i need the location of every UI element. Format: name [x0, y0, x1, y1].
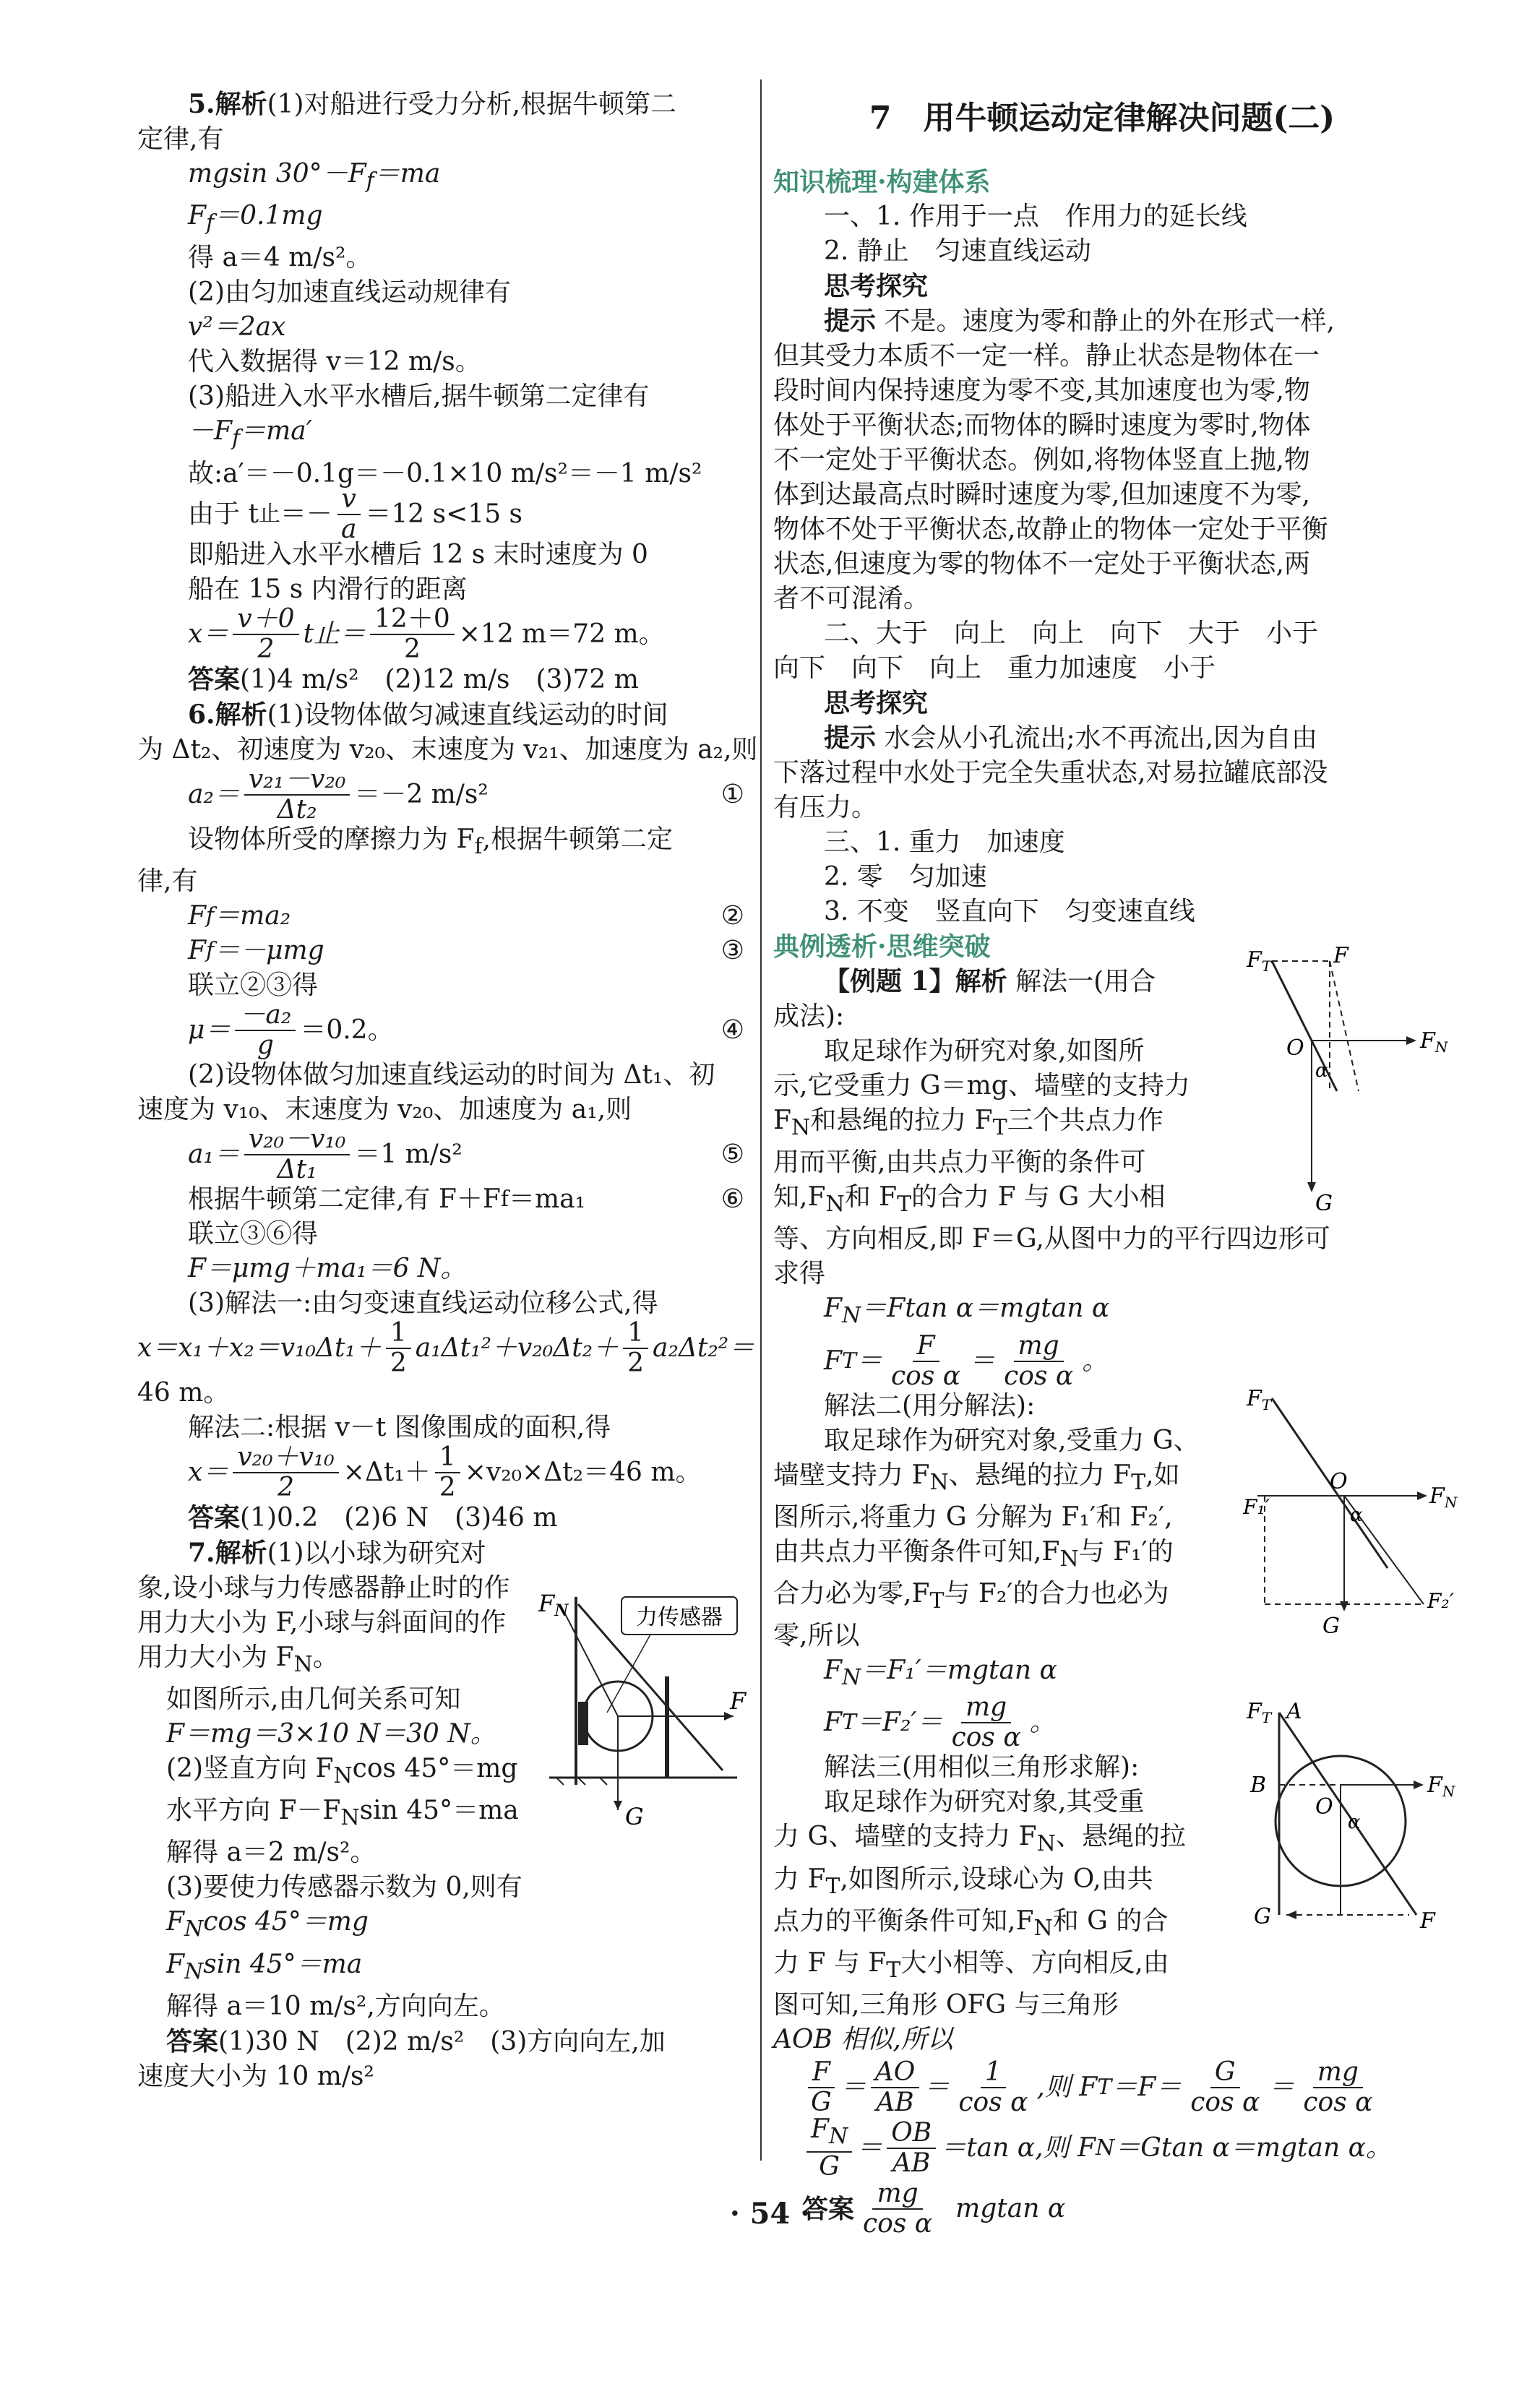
ex1-eq: $F_N=Ftan$ α＝mgtan α: [824, 1293, 1110, 1329]
method3-line: 力 $F_T$,如图所示,设球心为 O,由共: [773, 1864, 1153, 1899]
ex1-line: 求得: [773, 1259, 826, 1289]
section-title: 7 用牛顿运动定律解决问题(二): [869, 100, 1335, 137]
fig3-O: O: [1315, 1794, 1333, 1820]
knowledge-line: 2. 静止 匀速直线运动: [824, 236, 1091, 266]
p6-eq: F f ＝ma₂ ②: [188, 900, 744, 931]
p5-eq: x＝ $\frac{v+0}{2}$ t止＝ $\frac{12+0}{2}$ ×12 m＝72 m。: [188, 603, 665, 664]
tip-line: 提示 水会从小孔流出;水不再流出,因为自由: [824, 723, 1318, 753]
p5-eq: 得 a＝4 m/s²。: [188, 243, 372, 273]
tip-line: 段时间内保持速度为零不变,其加速度也为零,物: [773, 376, 1310, 405]
knowledge-line: 2. 零 匀加速: [824, 862, 987, 892]
ex1-line: 等、方向相反,即 F＝G,从图中力的平行四边形可: [773, 1224, 1330, 1254]
p6-line: 为 Δt₂、初速度为 v₂₀、末速度为 v₂₁、加速度为 a₂,则: [137, 734, 758, 765]
ex1-line: 【例题 1】解析 解法一(用合: [824, 966, 1156, 996]
method2-line: 由共点力平衡条件可知$,F_N$与 F₁′的: [773, 1536, 1174, 1572]
ex1-eq: F T ＝ $\frac{F}{\text{cos α}}$ ＝ $\frac{mg}{\text{cos α}}$ 。: [824, 1330, 1109, 1391]
p6-eq: F＝μmg＋ma₁＝6 N。: [188, 1253, 467, 1283]
p5-eq: mgsin $30^\circ-F_f=ma$: [188, 159, 441, 194]
fig3-FN: $F_N$: [1427, 1773, 1455, 1800]
fig2-FT: $F_T$: [1247, 1387, 1272, 1413]
p6-eq: x＝x₁＋x₂＝v₁₀Δt₁＋ $\frac{1}{2}$ a₁Δt₁²＋v₂₀Δt₂＋ $\frac{1}{2}$ a₂Δt₂²＝: [137, 1317, 755, 1378]
p7-eq: (2)竖直方向 $F_N\cos$ 45°＝mg: [166, 1753, 518, 1789]
p6-line: 速度为 v₁₀、末速度为 v₂₀、加速度为 a₁,则: [137, 1094, 632, 1124]
knowledge-line: 二、大于 向上 向上 向下 大于 小于: [824, 619, 1319, 648]
p7-eq: F＝mg＝3×10 N＝30 N。: [166, 1718, 496, 1749]
p6-eq: 根据牛顿第二定律,有 F＋F f ＝ma₁ ⑥: [188, 1184, 744, 1214]
p7-eq: 水平方向 $F-F_N\sin$ 45°＝ma: [166, 1796, 519, 1831]
p5-line: (3)船进入水平水槽后,据牛顿第二定律有: [188, 382, 650, 412]
fig1-FT: $F_T$: [1247, 947, 1272, 975]
knowledge-line: 3. 不变 竖直向下 匀变速直线: [824, 897, 1195, 926]
fig7-FN: FN: [538, 1590, 569, 1620]
knowledge-line: 三、1. 重力 加速度: [824, 827, 1065, 857]
p6-eq: μ＝ $\frac{\text{－a₂}}{g}$ ＝0.2。 ④: [188, 999, 744, 1060]
fig2-F1: F₁′: [1243, 1495, 1270, 1519]
fig3-FT: $F_T$: [1247, 1699, 1272, 1726]
ex1-line: 取足球作为研究对象,如图所: [824, 1036, 1145, 1066]
p6-title: 6.解析: [188, 699, 267, 730]
fig3-alpha: α: [1348, 1812, 1361, 1833]
method2-eq: $F_N=F_1'=mgtan$ α: [824, 1655, 1057, 1691]
p5-line: 即船进入水平水槽后 12 s 末时速度为 0: [188, 539, 648, 569]
fig2-G: G: [1322, 1614, 1340, 1639]
page-number: · 54 ·: [729, 2197, 811, 2231]
force-composition-diagram: [1243, 947, 1453, 1221]
p5-line: 船在 15 s 内滑行的距离: [188, 574, 468, 604]
tip-line: 下落过程中水处于完全失重状态,对易拉罐底部没: [773, 758, 1328, 788]
p6-answer: 答案(1)0.2 (2)6 N (3)46 m: [188, 1502, 558, 1533]
p7-answer: 答案(1)30 N (2)2 m/s² (3)方向向左,加: [166, 2025, 666, 2057]
similar-triangle-diagram: [1243, 1698, 1460, 1951]
method3-eq: $\frac{F}{G}$ ＝ $\frac{AO}{AB}$ ＝ $\frac{1}{\text{cos α}}$ ,则 F T ＝F＝ $\frac{G}{\text{cos α}}$ ＝ $\frac{mg}{\text{cos α}}$: [773, 2057, 1431, 2118]
fig7-G: G: [625, 1803, 644, 1828]
p6-line: 设物体所受的摩擦力为 $F_f$,根据牛顿第二定: [188, 824, 673, 859]
sensor-incline-diagram: [535, 1590, 752, 1828]
fig3-G: G: [1254, 1904, 1271, 1929]
p5-eq: $F_f=0.1mg$: [188, 201, 323, 236]
p5-line: 定律,有: [137, 124, 224, 154]
tip-line: 者不可混淆。: [773, 584, 930, 613]
tip-line: 但其受力本质不一定一样。静止状态是物体在一: [773, 341, 1320, 371]
method3-line: 点力的平衡条件可知$,F_N$和 G 的合: [773, 1906, 1169, 1941]
tip-line: 不一定处于平衡状态。例如,将物体竖直上抛,物: [773, 445, 1310, 475]
p5-answer: 答案(1)4 m/s² (2)12 m/s (3)72 m: [188, 663, 639, 694]
method3-eq: $\frac{F_N}{G}$ ＝ $\frac{OB}{AB}$ ＝tan α,则 F N ＝Gtan α＝mgtan α。: [773, 2118, 1431, 2179]
p6-eq: a₂＝ $\frac{\text{v₂₁－v₂₀}}{\text{Δt₂}}$ ＝－2 m/s² ①: [188, 764, 744, 824]
p7-line: 7.解析(1)以小球为研究对: [188, 1537, 486, 1568]
p7-eq: 解得 a＝10 m/s²,方向向左。: [166, 1991, 505, 2021]
p6-eq: F f ＝－μmg ③: [188, 935, 744, 965]
p6-line: 解法二:根据 v－t 图像围成的面积,得: [188, 1412, 611, 1442]
fig1-alpha: α: [1315, 1060, 1328, 1082]
method2-line: 合力必为零$,F_T$与 F₂′的合力也必为: [773, 1578, 1169, 1614]
p6-line: 6.解析(1)设物体做匀减速直线运动的时间: [188, 699, 668, 730]
ex1-line: 用而平衡,由共点力平衡的条件可: [773, 1147, 1146, 1178]
p7-line: (3)要使力传感器示数为 0,则有: [166, 1872, 522, 1903]
p5-eq: 由于 t 止 ＝－ $\frac{v}{a}$ ＝12 s<15 s: [188, 483, 523, 544]
p7-title: 7.解析: [188, 1537, 267, 1568]
method2-line: 解法二(用分解法):: [824, 1390, 1036, 1421]
method3-line: 取足球作为研究对象,其受重: [824, 1787, 1145, 1817]
ex1-line: $F_N$和悬绳的拉力 $F_T$三个共点力作: [773, 1106, 1163, 1141]
think-heading: 思考探究: [824, 688, 929, 718]
knowledge-line: 向下 向下 向上 重力加速度 小于: [773, 653, 1216, 683]
p7-line: 象,设小球与力传感器静止时的作: [137, 1572, 510, 1603]
fig1-O: O: [1286, 1035, 1304, 1061]
p6-line: (3)解法一:由匀变速直线运动位移公式,得: [188, 1288, 658, 1318]
section-head-knowledge: 知识梳理·构建体系: [773, 167, 991, 197]
fig2-O: O: [1330, 1469, 1348, 1494]
p5-eq: v²＝2ax: [188, 312, 286, 343]
tip-line: 体处于平衡状态;而物体的瞬时速度为零时,物体: [773, 410, 1311, 440]
fig1-FN: $F_N$: [1420, 1028, 1448, 1056]
sensor-label: 力传感器: [636, 1605, 723, 1630]
ex1-line: 知$,F_N$和 $F_T$的合力 F 与 G 大小相: [773, 1182, 1166, 1218]
fig7-F: F: [730, 1687, 747, 1715]
method3-line: 解法三(用相似三角形求解):: [824, 1752, 1140, 1783]
method3-line: 力 F 与 $F_T$大小相等、方向相反,由: [773, 1947, 1169, 1984]
p6-line: (2)设物体做匀加速直线运动的时间为 Δt₁、初: [188, 1059, 715, 1090]
knowledge-line: 一、1. 作用于一点 作用力的延长线: [824, 202, 1247, 231]
p7-eq: 解得 a＝2 m/s²。: [166, 1838, 377, 1868]
method2-eq: F T ＝F₂′＝ $\frac{mg}{\text{cos α}}$ 。: [824, 1692, 1056, 1753]
method3-line: 力 G、墙壁的支持力 $F_N$、悬绳的拉: [773, 1822, 1186, 1857]
p7-line: 用力大小为 $F_N$。: [137, 1642, 339, 1677]
ex1-line: 示,它受重力 G＝mg、墙壁的支持力: [773, 1071, 1190, 1101]
p5-eq: 代入数据得 v＝12 m/s。: [188, 347, 481, 377]
p7-line: 用力大小为 F,小球与斜面间的作: [137, 1607, 507, 1637]
p7-eq: $F_N\sin$ 45°＝ma: [166, 1949, 363, 1984]
method2-line: 墙壁支持力 $F_N$、悬绳的拉力 $F_T$,如: [773, 1460, 1180, 1495]
tip-line: 状态,但速度为零的物体不一定处于平衡状态,两: [773, 549, 1310, 579]
tip-line: 有压力。: [773, 793, 878, 822]
p5-line: (2)由匀加速直线运动规律有: [188, 277, 511, 308]
tip-line: 物体不处于平衡状态,故静止的物体一定处于平衡: [773, 514, 1328, 544]
p5-title: 5.解析: [188, 89, 267, 119]
column-divider: [760, 79, 762, 2161]
method2-line: 取足球作为研究对象,受重力 G、: [824, 1425, 1200, 1455]
think-heading: 思考探究: [824, 271, 929, 301]
tip-line: 体到达最高点时瞬时速度为零,但加速度不为零,: [773, 480, 1310, 509]
tip-line: 提示 不是。速度为零和静止的外在形式一样,: [824, 306, 1335, 336]
fig2-FN: $F_N$: [1429, 1484, 1458, 1511]
fig2-F2: F₂′: [1427, 1589, 1455, 1613]
fig3-B: B: [1250, 1773, 1267, 1798]
p6-line: 联立③⑥得: [188, 1218, 319, 1249]
method2-line: 零,所以: [773, 1621, 860, 1651]
p7-answer: 速度大小为 10 m/s²: [137, 2061, 374, 2091]
p5-line: 5.解析(1)对船进行受力分析,根据牛顿第二: [188, 89, 677, 119]
p7-eq: $F_N\cos$ 45°＝mg: [166, 1907, 369, 1942]
fig2-alpha: α: [1350, 1504, 1363, 1526]
fig1-G: G: [1315, 1191, 1333, 1216]
p7-line: 如图所示,由几何关系可知: [166, 1684, 461, 1714]
method3-line: AOB 相似,所以: [773, 2025, 953, 2055]
method3-line: 图可知,三角形 OFG 与三角形: [773, 1990, 1119, 2020]
section-head-examples: 典例透析·思维突破: [773, 931, 991, 962]
p5-eq: $-F_f=ma'$: [188, 416, 312, 452]
example-answer: 答案 $\frac{mg}{\text{cos α}}$ mgtan α: [802, 2179, 1066, 2239]
method2-line: 图所示,将重力 G 分解为 F₁′和 F₂′,: [773, 1502, 1173, 1532]
p6-eq: x＝ $\frac{\text{v₂₀＋v₁₀}}{2}$ ×Δt₁＋ $\frac{1}{2}$ ×v₂₀×Δt₂＝46 m。: [188, 1442, 702, 1502]
p6-eq: 46 m。: [137, 1377, 230, 1408]
p6-line: 律,有: [137, 866, 198, 896]
fig3-F: F: [1420, 1908, 1435, 1934]
p6-line: 联立②③得: [188, 970, 319, 1000]
ex1-line: 成法):: [773, 1002, 845, 1031]
fig3-A: A: [1286, 1699, 1302, 1724]
p6-eq: a₁＝ $\frac{\text{v₂₀－v₁₀}}{\text{Δt₁}}$ ＝1 m/s² ⑤: [188, 1124, 744, 1184]
p5-eq: 故:a′＝－0.1g＝－0.1×10 m/s²＝－1 m/s²: [188, 458, 702, 488]
fig1-F: F: [1333, 947, 1348, 968]
force-decomposition-diagram: [1243, 1387, 1460, 1655]
